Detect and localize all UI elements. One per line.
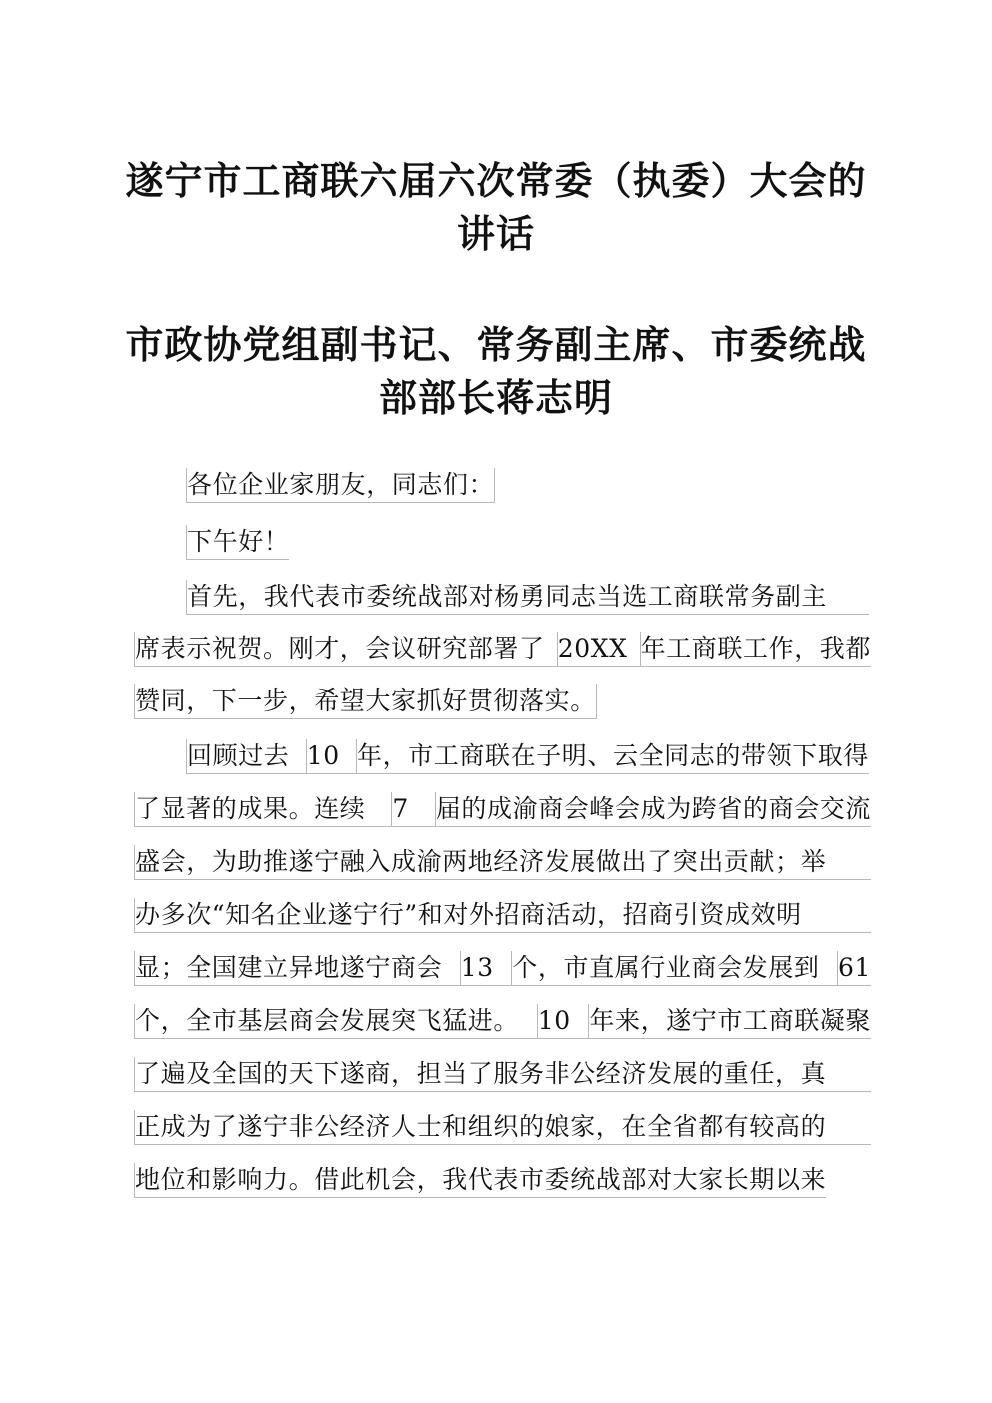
document-title: 遂宁市工商联六届六次常委（执委）大会的讲话 [125,158,867,256]
paragraph2-line [134,792,871,827]
paragraph2-line [134,1163,826,1198]
text-segment: 赞同，下一步，希望大家抓好贯彻落实。 [135,686,596,715]
text-segment: 显；全国建立异地遂宁商会 [135,953,443,982]
text-segment: 年工商联工作，我都 [640,632,871,666]
paragraph2-line [186,739,869,774]
text-segment: 20XX [557,632,628,666]
text-segment: 办多次“知名企业遂宁行”和对外招商活动，招商引资成效明 [135,900,802,929]
text-segment: 席表示祝贺。刚才，会议研究部署了 [135,634,545,663]
text-segment: 61 [837,951,871,985]
text-segment: 盛会，为助推遂宁融入成渝两地经济发展做出了突出贡献；举 [135,847,827,876]
text-segment: 正成为了遂宁非公经济人士和组织的娘家，在全省都有较高的 [135,1112,827,1141]
text-segment: 年来，遂宁市工商联凝聚 [588,1004,871,1038]
paragraph1-line [134,632,871,667]
paragraph2-line [134,898,871,933]
text-segment: 10 [537,1004,571,1038]
text-segment: 首先，我代表市委统战部对杨勇同志当选工商联常务副主 [187,582,828,611]
text-segment: 年，市工商联在子明、云全同志的带领下取得 [356,739,869,773]
text-segment: 10 [306,739,340,773]
text-segment: 7 [391,792,409,826]
paragraph2-line [134,1057,871,1092]
text-segment: 届的成渝商会峰会成为跨省的商会交流 [435,792,871,826]
paragraph1-line [186,580,869,615]
greeting-line: 各位企业家朋友，同志们： [186,468,495,503]
paragraph2-line [134,845,871,880]
text-segment: 个，全市基层商会发展突飞猛进。 [135,1006,520,1035]
paragraph2-line [134,1110,871,1145]
paragraph1-line [134,684,597,719]
document-subtitle: 市政协党组副书记、常务副主席、市委统战部部长蒋志明 [125,322,867,420]
paragraph2-line [134,951,871,986]
text-segment: 了遍及全国的天下遂商，担当了服务非公经济发展的重任，真 [135,1059,827,1088]
paragraph2-line [134,1004,871,1039]
text-segment: 回顾过去 [187,741,290,770]
salutation-line: 下午好！ [186,525,289,560]
text-segment: 个，市直属行业商会发展到 [511,951,819,985]
text-segment: 地位和影响力。借此机会，我代表市委统战部对大家长期以来 [135,1165,827,1194]
text-segment: 13 [460,951,494,985]
text-segment: 了显著的成果。连续 [135,794,366,823]
